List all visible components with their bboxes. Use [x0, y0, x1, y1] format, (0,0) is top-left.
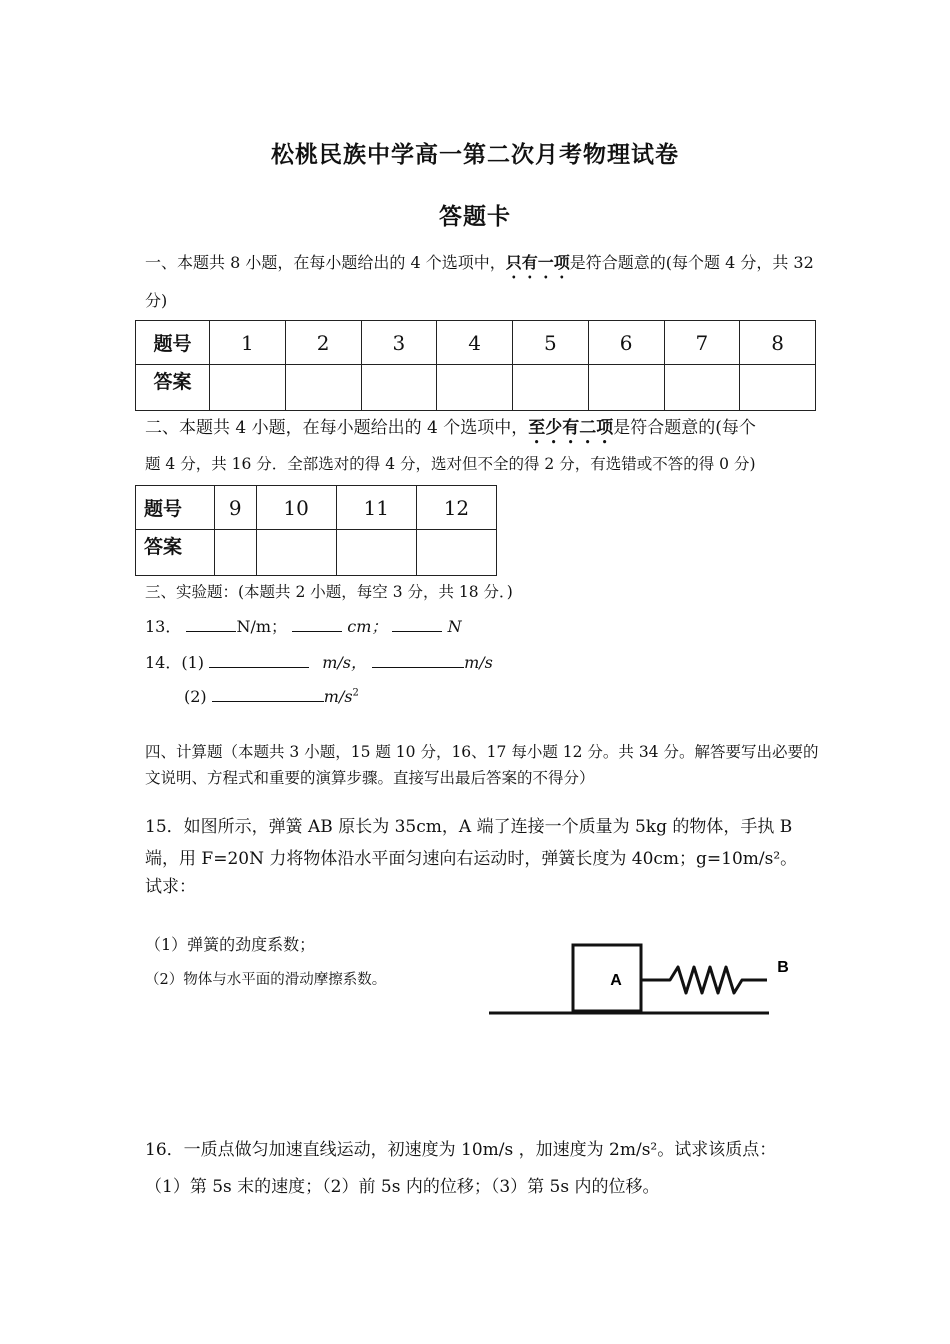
table-cell-number: 4	[437, 321, 513, 365]
q13-blank-2[interactable]	[292, 615, 342, 632]
table-cell-number: 11	[336, 486, 416, 530]
answer-cell[interactable]	[437, 365, 513, 411]
table-cell-number: 2	[285, 321, 361, 365]
block-a	[573, 945, 641, 1011]
table-cell-number: 8	[740, 321, 816, 365]
section4-heading-line1: 四、计算题（本题共 3 小题，15 题 10 分，16、17 每小题 12 分。共 34 分。解答要写出必要的	[145, 743, 819, 761]
end-b-label: B	[777, 959, 789, 976]
table-cell-number: 1	[210, 321, 286, 365]
answer-cell[interactable]	[215, 530, 257, 576]
q13-blank-1[interactable]	[186, 615, 236, 632]
page-subtitle: 答题卡	[439, 203, 511, 230]
spring	[641, 967, 767, 993]
q15-line1: 15．如图所示，弹簧 AB 原长为 35cm，A 端了连接一个质量为 5kg 的物体，手执 B	[145, 817, 793, 837]
q15-line2: 端，用 F=20N 力将物体沿水平面匀速向右运动时，弹簧长度为 40cm；g=10m/s²。	[145, 849, 798, 869]
q13-blank-3[interactable]	[392, 615, 442, 632]
q15-part1: （1）弹簧的劲度系数；	[145, 935, 316, 954]
answer-cell[interactable]	[513, 365, 589, 411]
table-header-number: 题号	[136, 486, 215, 530]
q16-line2: （1）第 5s 末的速度；（2）前 5s 内的位移；（3）第 5s 内的位移。	[145, 1177, 660, 1197]
answer-cell[interactable]	[416, 530, 496, 576]
answer-cell[interactable]	[285, 365, 361, 411]
section2-instruction-cont: 题 4 分，共 16 分．全部选对的得 4 分，选对但不全的得 2 分，有选错或不答的得 0 分)	[145, 455, 756, 473]
answer-cell[interactable]	[740, 365, 816, 411]
table-cell-number: 7	[664, 321, 740, 365]
answer-cell[interactable]	[256, 530, 336, 576]
q15-part2: （2）物体与水平面的滑动摩擦系数。	[145, 972, 387, 988]
q14-line-2: (2) $m/s^2$	[184, 687, 359, 706]
table-header-answer: 答案	[136, 365, 210, 411]
answer-cell[interactable]	[336, 530, 416, 576]
section1-emphasis: 只有一项	[505, 253, 570, 272]
q14-blank-2[interactable]	[372, 651, 464, 668]
answer-cell[interactable]	[588, 365, 664, 411]
table-header-answer: 答案	[136, 530, 215, 576]
q13-line: 13． N/m； cm； N	[145, 617, 462, 636]
table-cell-number: 10	[256, 486, 336, 530]
section2-instruction: 二、本题共 4 小题，在每小题给出的 4 个选项中，至少有二项是符合题意的(每个	[145, 418, 756, 438]
answer-cell[interactable]	[210, 365, 286, 411]
section2-answer-table	[135, 485, 497, 576]
section3-heading: 三、实验题：(本题共 2 小题，每空 3 分，共 18 分．)	[145, 583, 513, 601]
q14-blank-1[interactable]	[209, 651, 309, 668]
section1-answer-table	[135, 320, 816, 411]
table-cell-number: 9	[215, 486, 257, 530]
section2-emphasis: 至少有二项	[528, 418, 614, 438]
table-cell-number: 12	[416, 486, 496, 530]
page-title: 松桃民族中学高一第二次月考物理试卷	[271, 141, 679, 168]
q16-line1: 16．一质点做匀加速直线运动，初速度为 10m/s ，加速度为 2m/s²。试求该质点：	[145, 1140, 777, 1160]
table-cell-number: 3	[361, 321, 437, 365]
table-cell-number: 6	[588, 321, 664, 365]
table-cell-number: 5	[513, 321, 589, 365]
q14-line-1: 14．(1) m/s， m/s	[145, 653, 493, 672]
table-header-number: 题号	[136, 321, 210, 365]
q15-line3: 试求：	[145, 877, 196, 897]
section1-instruction: 一、本题共 8 小题，在每小题给出的 4 个选项中，只有一项是符合题意的(每个题 4 分，共 32	[145, 253, 814, 272]
answer-cell[interactable]	[664, 365, 740, 411]
block-a-label: A	[610, 972, 622, 989]
section4-heading-line2: 文说明、方程式和重要的演算步骤。直接写出最后答案的不得分）	[145, 769, 595, 787]
spring-block-figure	[485, 935, 805, 1025]
q14-blank-3[interactable]	[212, 685, 324, 702]
section1-instruction-cont: 分)	[145, 291, 168, 310]
answer-cell[interactable]	[361, 365, 437, 411]
